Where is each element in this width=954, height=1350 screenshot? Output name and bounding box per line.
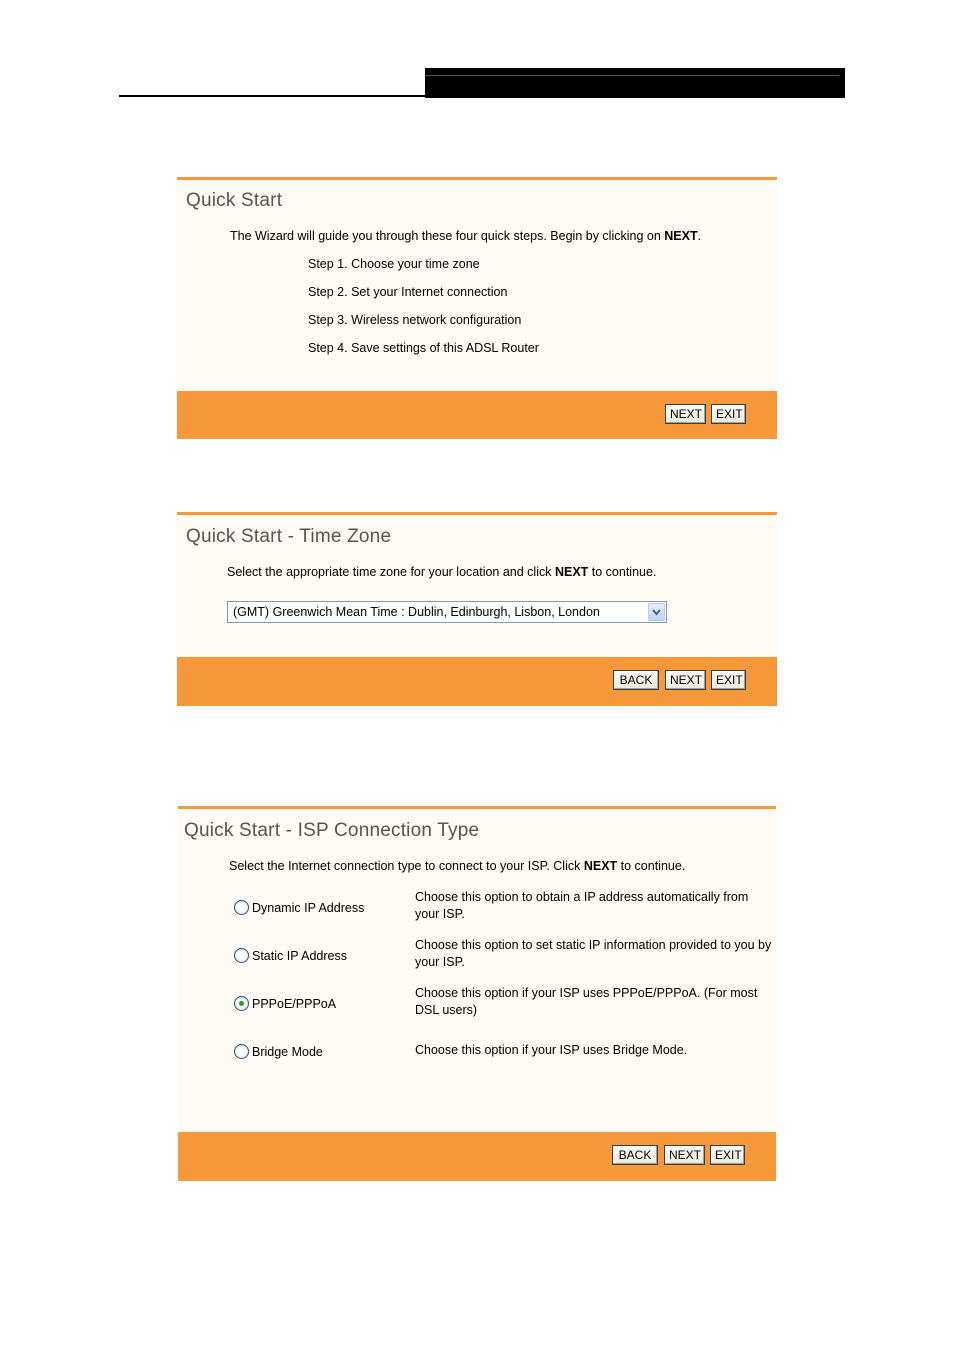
option-label: Static IP Address — [252, 949, 347, 963]
panel-title: Quick Start - Time Zone — [186, 526, 392, 547]
option-description: Choose this option to obtain a IP address automatically from your ISP. — [415, 890, 749, 921]
panel-title: Quick Start — [186, 190, 283, 211]
panel-footer — [177, 391, 777, 439]
time-zone-value: (GMT) Greenwich Mean Time : Dublin, Edinburgh, Lisbon, London — [233, 605, 600, 619]
panel-footer — [178, 1132, 776, 1181]
page-header-rule — [119, 95, 426, 97]
next-button[interactable]: NEXT — [664, 1145, 705, 1165]
option-description: Choose this option to set static IP information provided to you by your ISP. — [415, 938, 772, 969]
time-zone-panel — [177, 512, 777, 706]
quick-start-panel — [177, 177, 777, 439]
page-header-bar — [425, 68, 845, 98]
panel-top-rule — [178, 806, 776, 809]
exit-button[interactable]: EXIT — [711, 670, 746, 690]
step-item: Step 3. Wireless network configuration — [308, 313, 522, 327]
exit-button[interactable]: EXIT — [711, 404, 746, 424]
chevron-down-icon[interactable] — [648, 603, 665, 621]
step-item: Step 1. Choose your time zone — [308, 257, 480, 271]
panel-top-rule — [177, 512, 777, 515]
intro-text: Select the appropriate time zone for your location and click NEXT to continue. — [227, 565, 657, 579]
isp-connection-panel — [178, 806, 776, 1181]
option-description: Choose this option if your ISP uses PPPoE/PPPoA. (For most DSL users) — [415, 986, 758, 1017]
option-label: Bridge Mode — [252, 1045, 323, 1059]
option-static-ip[interactable] — [234, 948, 347, 963]
pppoe-radio[interactable] — [234, 996, 249, 1011]
intro-text: Select the Internet connection type to connect to your ISP. Click NEXT to continue. — [229, 859, 686, 873]
panel-top-rule — [177, 177, 777, 180]
step-item: Step 2. Set your Internet connection — [308, 285, 508, 299]
dynamic-ip-radio[interactable] — [234, 900, 249, 915]
back-button[interactable]: BACK — [613, 670, 659, 690]
panel-title: Quick Start - ISP Connection Type — [184, 820, 480, 841]
option-label: PPPoE/PPPoA — [252, 997, 337, 1011]
next-button[interactable]: NEXT — [665, 404, 706, 424]
static-ip-radio[interactable] — [234, 948, 249, 963]
step-item: Step 4. Save settings of this ADSL Router — [308, 341, 539, 355]
next-button[interactable]: NEXT — [665, 670, 706, 690]
option-pppoe[interactable] — [234, 996, 336, 1011]
exit-button[interactable]: EXIT — [710, 1145, 745, 1165]
bridge-mode-radio[interactable] — [234, 1044, 249, 1059]
intro-text: The Wizard will guide you through these four quick steps. Begin by clicking on NEXT. — [230, 229, 702, 243]
back-button[interactable]: BACK — [612, 1145, 658, 1165]
option-description: Choose this option if your ISP uses Bridge Mode. — [415, 1043, 688, 1057]
option-dynamic-ip[interactable] — [234, 900, 364, 915]
option-label: Dynamic IP Address — [252, 901, 365, 915]
panel-footer — [177, 657, 777, 706]
time-zone-select[interactable] — [227, 601, 667, 623]
option-bridge[interactable] — [234, 1044, 323, 1059]
